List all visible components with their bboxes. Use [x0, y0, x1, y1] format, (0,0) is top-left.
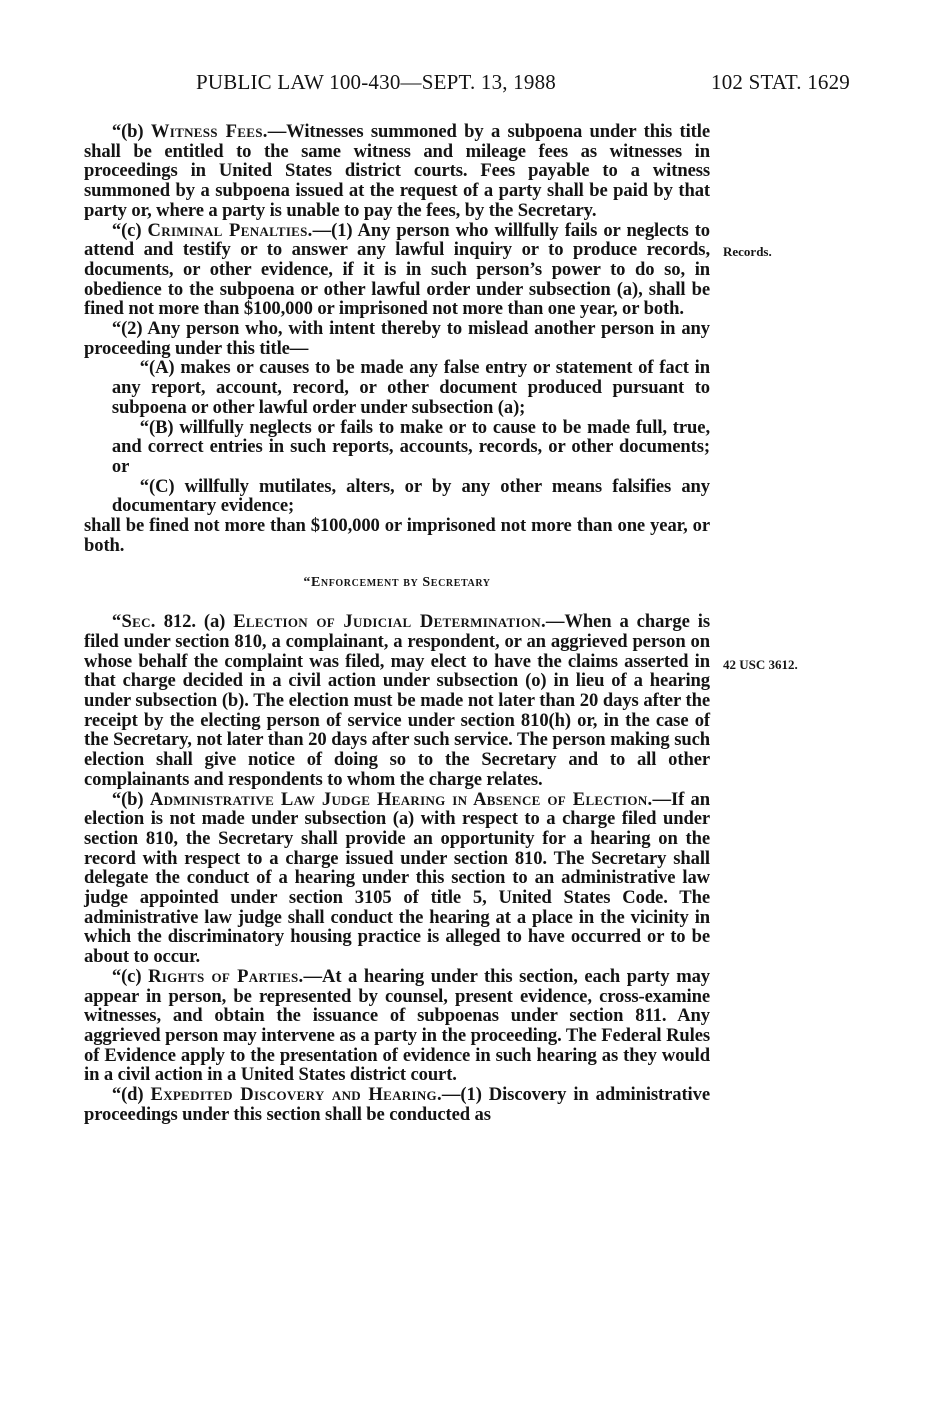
section-number: 812. (a) — [163, 611, 226, 633]
margin-note-records: Records. — [723, 244, 772, 259]
subsection-label: “(b) — [111, 121, 144, 142]
subsection-label: “(d) — [111, 1084, 144, 1106]
paragraph-c2: “(2) Any person who, with intent thereby to mislead another person in any proceeding under this title— — [84, 318, 710, 359]
paragraph-criminal-penalties — [84, 221, 710, 320]
paragraph-text: —If an election is not made under subsection (a) with respect to a charge filed under section 810, the Secretary shall provide an opportunity for a hearing on the record with respect to a charge issued under section 810. The Secretary shall delegate the conduct of a hearing under this section to an administrative law judge appointed under section 3105 of title 5, United States Code. The administrative law judge shall conduct the hearing at a place in the vicinity in which the discriminatory housing practice is alleged to have occurred or to be about to occur. — [84, 788, 710, 968]
page-header — [82, 70, 850, 100]
clause-a: “(A) makes or causes to be made any false entry or statement of fact in any report, account, record, or other document produced pursuant to subpoena or other lawful order under subsection (a); — [111, 357, 710, 418]
subsection-heading: Expedited Discovery and Hearing. — [150, 1084, 442, 1106]
subsection-heading: Criminal Penalties. — [147, 219, 313, 241]
paragraph-sec-812-c — [84, 967, 710, 1085]
section-label: “Sec. — [111, 611, 156, 633]
clause-c: “(C) willfully mutilates, alters, or by any other means falsifies any documentary evidence; — [111, 475, 710, 517]
paragraph-witness-fees — [84, 122, 710, 221]
paragraph-c2-tail: shall be fined not more than $100,000 or imprisoned not more than one year, or both. — [84, 515, 710, 556]
statute-body — [84, 122, 710, 1124]
clause-b: “(B) willfully neglects or fails to make or to cause to be made full, true, and correct entries in such reports, accounts, records, or other documents; or — [111, 416, 710, 477]
margin-note-usc: 42 USC 3612. — [723, 657, 798, 672]
section-heading-enforcement: “Enforcement by Secretary — [303, 575, 491, 591]
paragraph-sec-812-d — [84, 1085, 710, 1124]
paragraph-text: —When a charge is filed under section 810, a complainant, a respondent, or an aggrieved person on whose behalf the complaint was filed, may elect to have the claims asserted in that charge decided in a civil action under subsection (o) in lieu of a hearing under subsection (b). The election must be made not later than 20 days after the receipt by the electing person of service under section 810(h) or, in the case of the Secretary, not later than 20 days after such service. The person making such election shall give notice of doing so to the Secretary and to all other complainants and respondents to whom the charge relates. — [84, 611, 710, 790]
paragraph-text: —(1) Any person who willfully fails or neglects to attend and testify or to answer any lawful inquiry or to produce records, documents, or other evidence, if it is in such person’s power to do so, in obedience to the subpoena or other lawful order under subsection (a), shall be fined not more than $100,000 or imprisoned not more than one year, or both. — [84, 219, 710, 320]
subsection-label: “(c) — [111, 219, 142, 241]
subsection-heading: Witness Fees. — [150, 121, 268, 142]
paragraph-text: —(1) Discovery in administrative proceedings under this section shall be conducted as — [84, 1084, 710, 1125]
running-head: PUBLIC LAW 100-430—SEPT. 13, 1988 — [196, 70, 556, 94]
subsection-heading: Rights of Parties. — [148, 965, 304, 987]
subsection-label: “(b) — [111, 788, 144, 810]
subsection-heading: Administrative Law Judge Hearing in Absence of Election. — [149, 788, 653, 810]
paragraph-text: —At a hearing under this section, each party may appear in person, be represented by counsel, present evidence, cross-examine witnesses, and obtain the issuance of subpoenas under section 811. Any aggrieved person may intervene as a party in the proceeding. The Federal Rules of Evidence apply to the presentation of evidence in such hearing as they would in a civil action in a United States district court. — [84, 965, 710, 1086]
paragraph-text: —Witnesses summoned by a subpoena under this title shall be entitled to the same witness and mileage fees as witnesses in proceedings in United States district courts. Fees payable to a witness summoned by a subpoena issued at the request of a party shall be paid by that party or, where a party is unable to pay the fees, by the Secretary. — [84, 121, 710, 221]
paragraph-sec-812-a — [84, 612, 710, 789]
paragraph-sec-812-b — [84, 790, 710, 967]
subsection-label: “(c) — [111, 965, 142, 987]
subsection-heading: Election of Judicial Determination. — [233, 611, 546, 633]
page-reference: 102 STAT. 1629 — [711, 70, 850, 94]
